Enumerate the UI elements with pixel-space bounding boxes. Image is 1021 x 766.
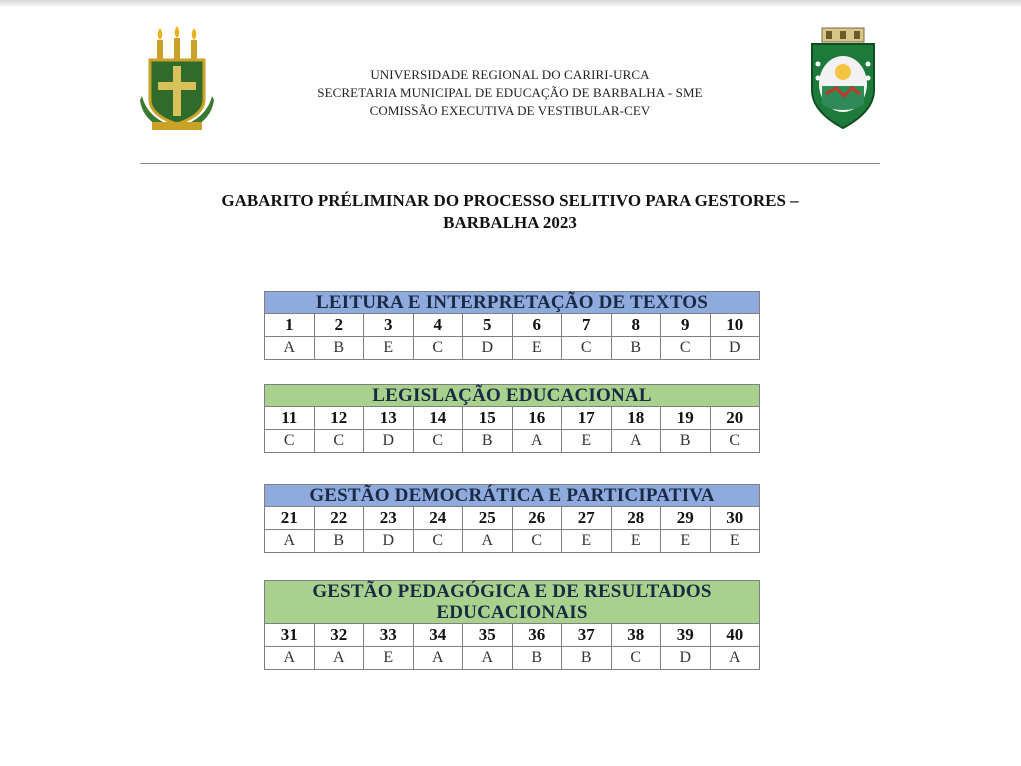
answers-row [265,646,759,669]
question-number: 33 [363,624,413,646]
question-number: 24 [413,507,463,529]
question-number: 1 [285,315,294,334]
question-number: 28 [611,507,661,529]
question-number: 34 [413,624,463,646]
question-number: 27 [561,507,611,529]
answer-letter: B [611,337,661,359]
question-number: 8 [611,314,661,336]
answer-letter: D [363,430,413,452]
section-title [265,581,759,624]
question-number: 5 [462,314,512,336]
question-number: 38 [611,624,661,646]
question-number: 9 [660,314,710,336]
answer-letter: B [561,647,611,669]
section-title: LEITURA E INTERPRETAÇÃO DE TEXTOS [265,292,759,314]
question-numbers-row [265,314,759,336]
section-title: LEGISLAÇÃO EDUCACIONAL [265,385,759,407]
header-secretariat: SECRETARIA MUNICIPAL DE EDUCAÇÃO DE BARBALHA - SME [317,85,703,100]
answer-letter: A [283,532,296,549]
question-number: 21 [280,508,298,527]
answers-row [265,529,759,552]
answer-letter: D [363,530,413,552]
answer-letter: B [660,430,710,452]
question-number: 18 [611,407,661,429]
answer-letter: E [611,530,661,552]
section-title-line-2: EDUCACIONAIS [436,602,588,623]
question-number: 29 [660,507,710,529]
header-commission: COMISSÃO EXECUTIVA DE VESTIBULAR-CEV [369,103,651,118]
question-number: 4 [413,314,463,336]
question-numbers-row [265,507,759,529]
question-number: 30 [710,507,760,529]
question-number: 26 [512,507,562,529]
question-number: 37 [561,624,611,646]
answer-letter: E [363,337,413,359]
header-divider [140,163,880,164]
answer-letter: C [512,530,562,552]
question-number: 19 [660,407,710,429]
answer-letter: A [710,647,760,669]
section-title-line-1: GESTÃO PEDAGÓGICA E DE RESULTADOS [312,581,712,602]
window-top-bar [0,0,1021,6]
question-number: 32 [314,624,364,646]
answer-table-pedagogical-management [264,580,760,670]
answer-letter: A [512,430,562,452]
answer-letter: E [710,530,760,552]
section-title: GESTÃO DEMOCRÁTICA E PARTICIPATIVA [265,485,759,507]
answer-letter: B [462,430,512,452]
answer-letter: C [611,647,661,669]
answer-letter: D [462,337,512,359]
answer-letter: E [363,647,413,669]
answer-letter: C [660,337,710,359]
answer-letter: E [561,430,611,452]
answer-letter: A [314,647,364,669]
answers-row [265,429,759,452]
answer-letter: C [413,430,463,452]
answer-letter: C [710,430,760,452]
question-number: 20 [710,407,760,429]
question-number: 10 [710,314,760,336]
answer-letter: E [660,530,710,552]
answer-letter: C [314,430,364,452]
question-number: 39 [660,624,710,646]
answer-letter: C [561,337,611,359]
question-number: 22 [314,507,364,529]
answer-letter: C [283,432,295,449]
title-line-2: BARBALHA 2023 [443,213,577,232]
question-number: 36 [512,624,562,646]
question-number: 3 [363,314,413,336]
question-number: 40 [710,624,760,646]
answer-letter: C [413,337,463,359]
question-number: 15 [462,407,512,429]
document-title [120,190,900,234]
question-number: 31 [280,625,298,644]
ceara-state-shield-icon [804,24,882,132]
question-number: 16 [512,407,562,429]
answers-row [265,336,759,359]
answer-letter: A [462,530,512,552]
answer-letter: D [660,647,710,669]
question-numbers-row [265,624,759,646]
answer-letter: A [283,339,296,356]
answer-letter: A [413,647,463,669]
urca-coat-of-arms-icon [138,26,216,134]
answer-table-reading [264,291,760,360]
question-number: 35 [462,624,512,646]
answer-letter: B [314,530,364,552]
question-number: 11 [281,408,298,427]
question-number: 25 [462,507,512,529]
answer-letter: E [512,337,562,359]
institution-header [220,66,800,120]
question-number: 7 [561,314,611,336]
answer-letter: E [561,530,611,552]
question-number: 13 [363,407,413,429]
answer-letter: D [710,337,760,359]
question-number: 17 [561,407,611,429]
question-number: 2 [314,314,364,336]
question-numbers-row [265,407,759,429]
answer-table-legislation [264,384,760,453]
answer-letter: B [314,337,364,359]
question-number: 23 [363,507,413,529]
question-number: 12 [314,407,364,429]
question-number: 14 [413,407,463,429]
answer-letter: A [462,647,512,669]
question-number: 6 [512,314,562,336]
answer-letter: B [512,647,562,669]
title-line-1: GABARITO PRÉLIMINAR DO PROCESSO SELITIVO PARA GESTORES – [221,191,799,210]
answer-table-democratic-management [264,484,760,553]
header-university: UNIVERSIDADE REGIONAL DO CARIRI-URCA [370,67,650,82]
answer-letter: A [611,430,661,452]
answer-letter: C [413,530,463,552]
answer-letter: A [283,649,296,666]
